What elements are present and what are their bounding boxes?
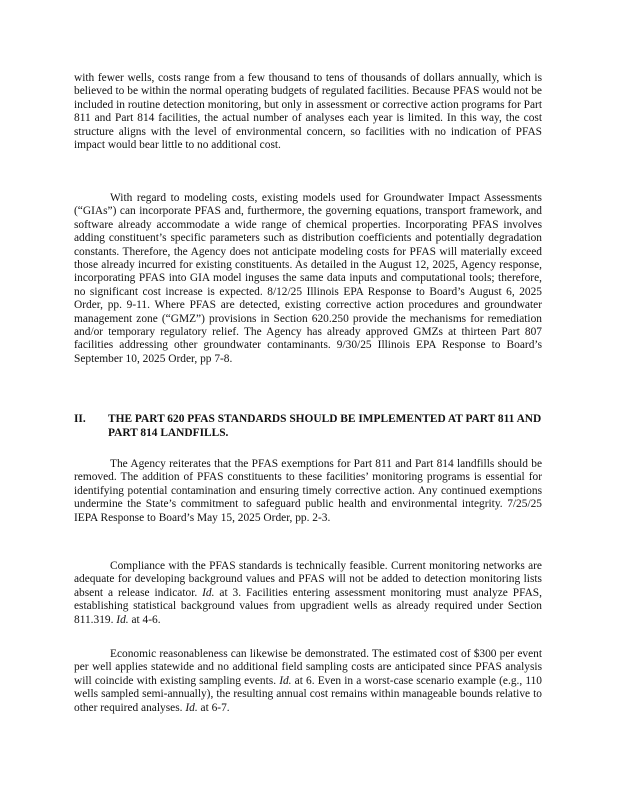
compliance-text-b: at 3. Facilities entering assessment monitoring must analyze PFAS, establishing statistical background values from upgradient wells as already required under Section 811.319. [74,586,542,626]
section-title: THE PART 620 PFAS STANDARDS SHOULD BE IMPLEMENTED AT PART 811 AND PART 814 LANDFILLS. [108,413,542,439]
paragraph-modeling-costs: With regard to modeling costs, existing models used for Groundwater Impact Assessments (“GIAs”) can incorporate PFAS and, furthermore, the governing equations, transport framework, and software already accommodate a wide range of chemical properties. Incorporating PFAS involves adding constituent’s specific parameters such as distribution coefficients and potentially degradation constants. Therefore, the Agency does not anticipate modeling costs for PFAS will materially exceed those already incurred for existing constituents. As detailed in the August 12, 2025, Agency response, incorporating PFAS into GIA model inguses the same data inputs and computational tools; therefore, no significant cost increase is expected. 8/12/25 Illinois EPA Response to Board’s August 6, 2025 Order, pp. 9-11. Where PFAS are detected, existing corrective action procedures and groundwater management zone (“GMZ”) provisions in Section 620.250 provide the mechanisms for remediation and/or temporary regulatory relief. The Agency has already approved GMZs at thirteen Part 807 facilities addressing other groundwater contaminants. 9/30/25 Illinois EPA Response to Board’s September 10, 2025 Order, pp 7-8. [74,192,542,365]
citation-id: Id. [202,586,215,599]
economic-text-c: at 6-7. [197,701,230,714]
section-number: II. [74,413,86,425]
citation-id: Id. [185,701,198,714]
citation-id: Id. [116,613,129,626]
paragraph-exemptions: The Agency reiterates that the PFAS exemptions for Part 811 and Part 814 landfills should be removed. The addition of PFAS constituents to these facilities’ monitoring programs is essential for identifying potential contamination and ensuring timely corrective action. Any continued exemptions undermine the State’s commitment to safeguard public health and environmental integrity. 7/25/25 IEPA Response to Board’s May 15, 2025 Order, pp. 2-3. [74,458,542,524]
compliance-text-c: at 4-6. [128,613,161,626]
paragraph-compliance [74,560,542,627]
economic-text-a: Economic reasonableness can likewise be demonstrated. The estimated cost of $300 per event per well applies statewide and no additional field sampling costs are anticipated since PFAS analysis will coincide with existing sampling events. [74,648,542,687]
paragraph-economic [74,648,542,715]
citation-id: Id. [279,674,292,687]
compliance-text-a: Compliance with the PFAS standards is technically feasible. Current monitoring networks are adequate for developing background values and PFAS will not be added to detection monitoring lists absent a release indicator. [74,560,542,599]
economic-text-b: at 6. Even in a worst-case scenario example (e.g., 110 wells sampled semi-annually), the resulting annual cost remains within manageable bounds relative to other required analyses. [74,674,543,714]
paragraph-cost-continuation: with fewer wells, costs range from a few thousand to tens of thousands of dollars annually, which is believed to be within the normal operating budgets of regulated facilities. Because PFAS would not be included in routine detection monitoring, but only in assessment or corrective action programs for Part 811 and Part 814 facilities, the actual number of analyses each year is limited. In this way, the cost structure aligns with the level of environmental concern, so facilities with no indication of PFAS impact would bear little to no additional cost. [74,72,542,152]
